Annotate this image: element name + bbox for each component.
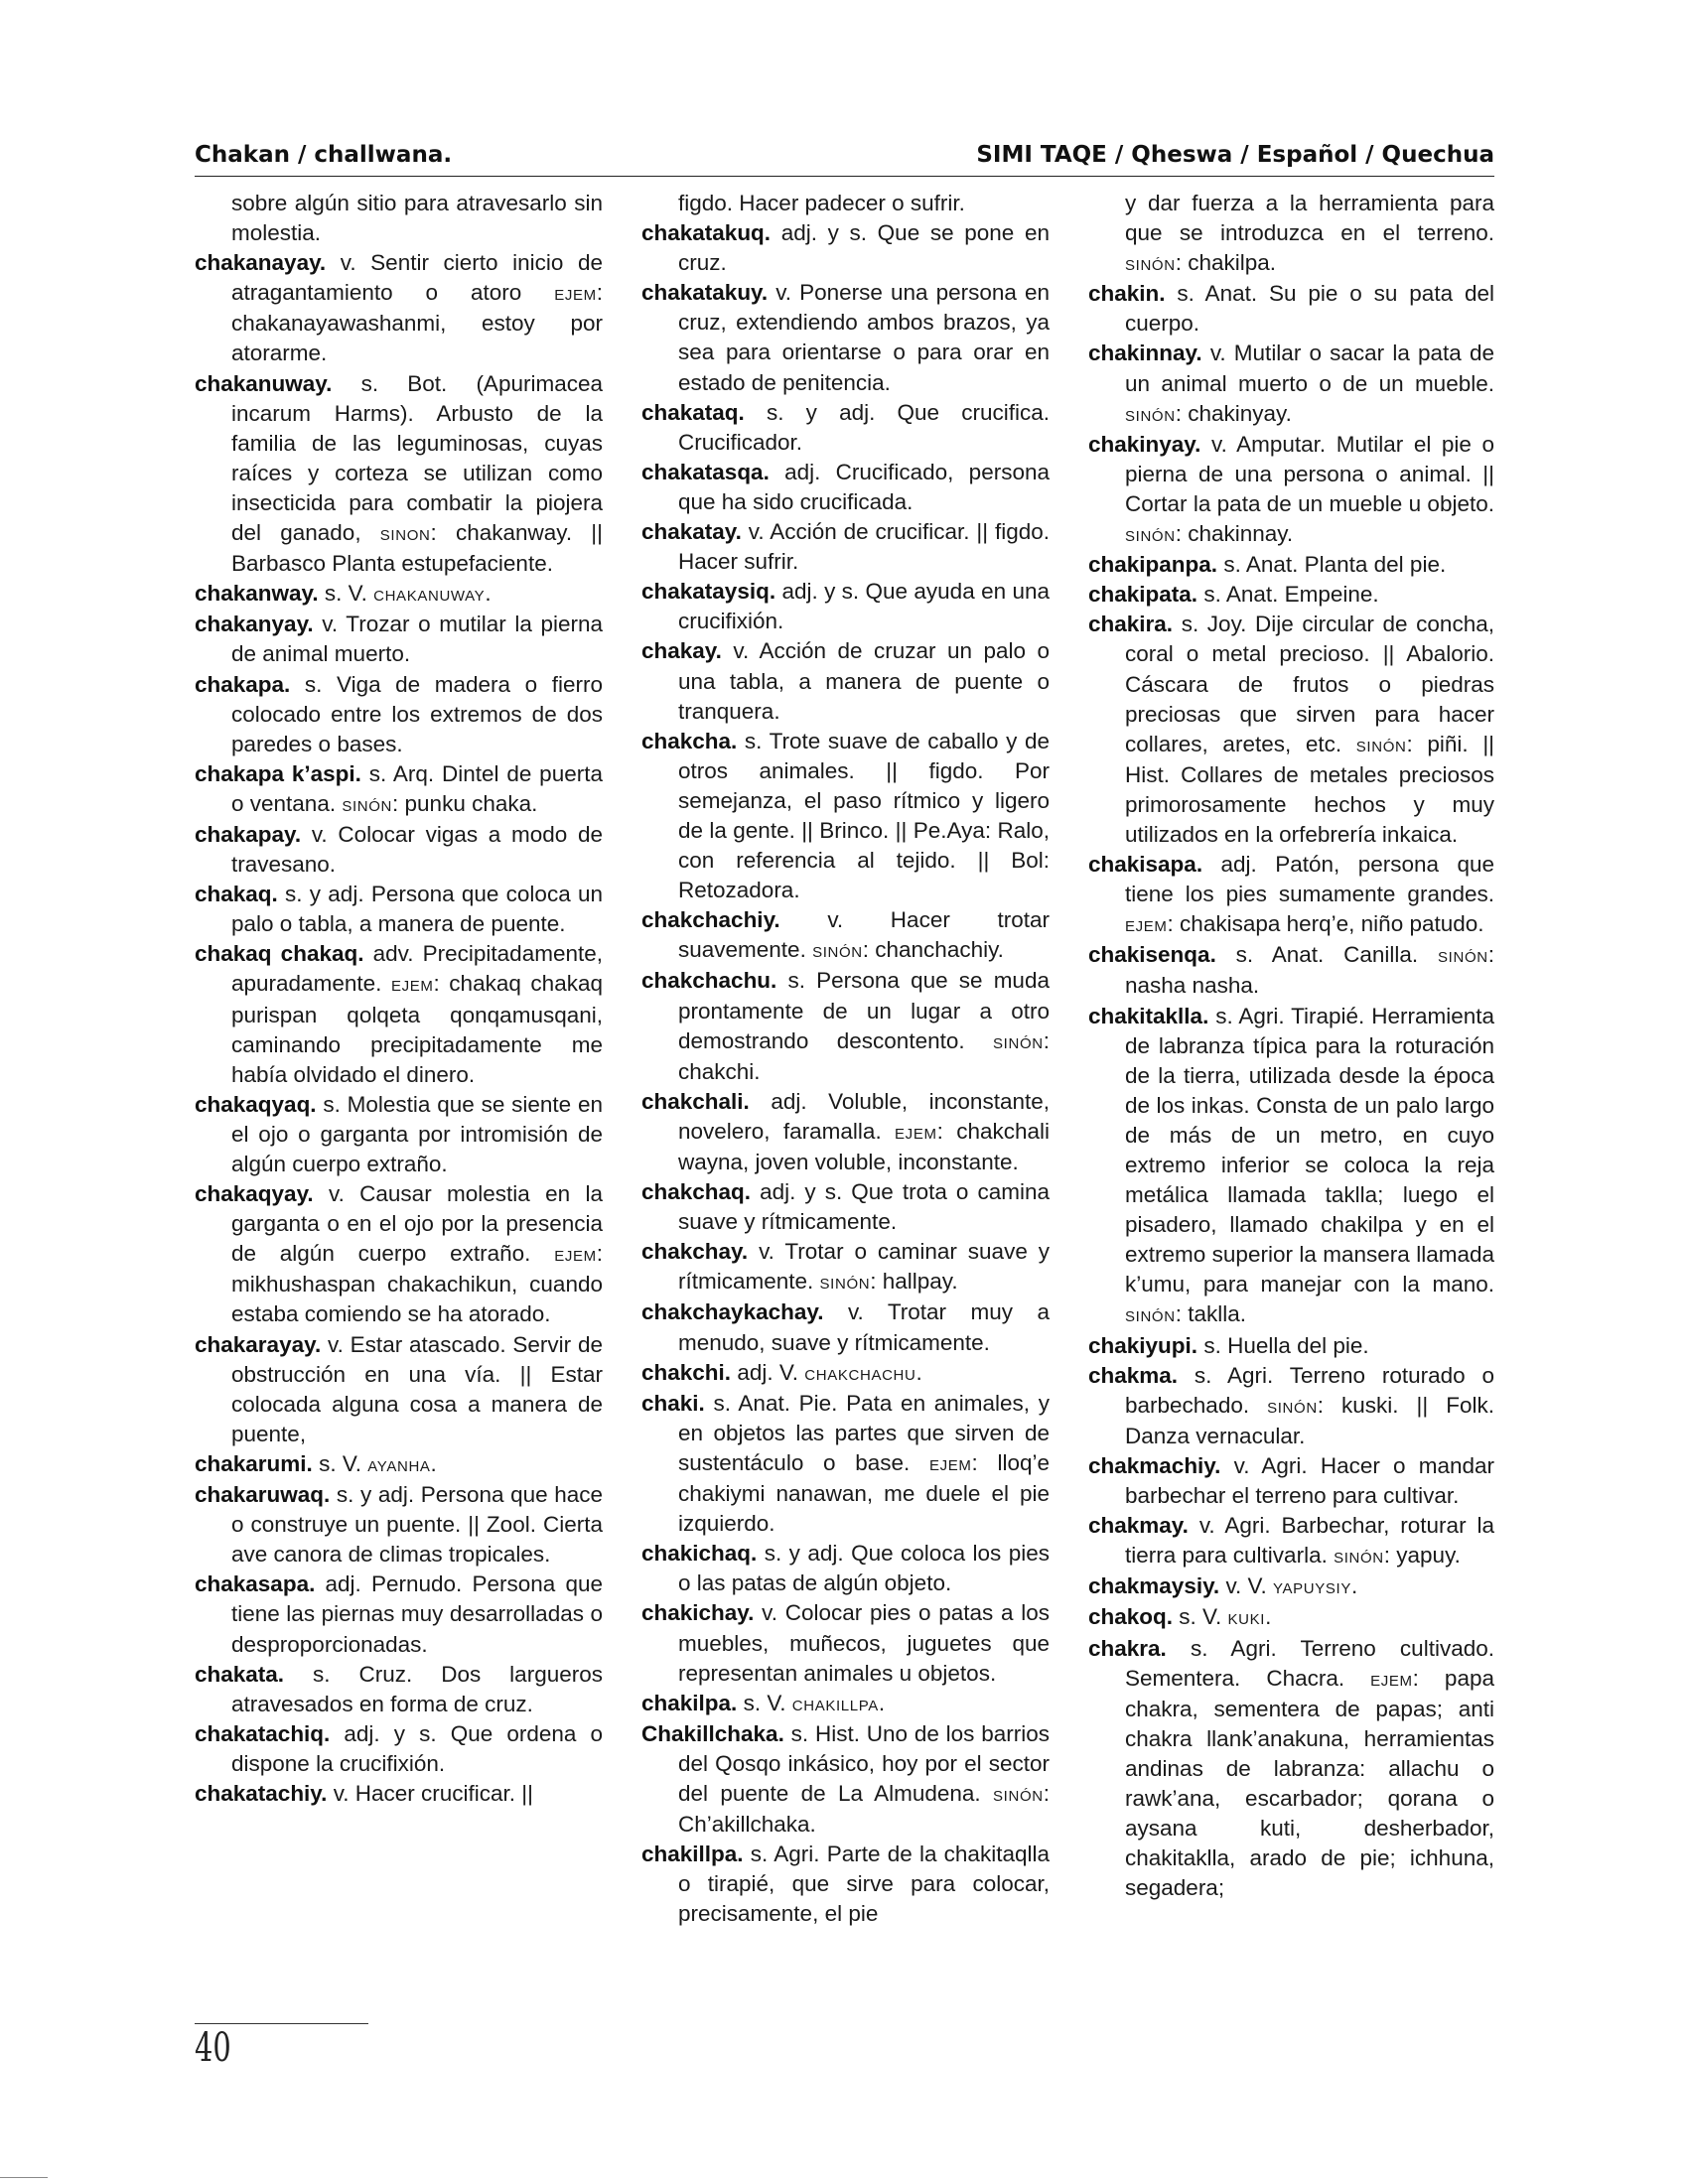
- definition: s. Bot. (Apurimacea incarum Harms). Arbusto de la familia de las leguminosas, cuyas raíces y corteza se utilizan como insecticida para combatir la piojera del ganado, sinon: chakanway. || Barbasco Planta estupefaciente.: [231, 370, 603, 577]
- headword: chaki.: [641, 1390, 705, 1416]
- headword: chakanuway.: [195, 370, 333, 396]
- definition: s. Anat. Planta del pie.: [1223, 552, 1447, 578]
- dictionary-entry: [195, 1779, 603, 1809]
- headword: chakilpa.: [641, 1690, 738, 1715]
- headword: chakchaq.: [641, 1179, 752, 1205]
- headword: Chakillchaka.: [641, 1720, 784, 1746]
- column-1: [195, 189, 603, 1809]
- headword: chakin.: [1088, 281, 1166, 307]
- footer-rule: [195, 2023, 368, 2024]
- crop-mark: [0, 2177, 48, 2178]
- dictionary-entry: [641, 1358, 1050, 1389]
- definition: s. Anat. Su pie o su pata del cuerpo.: [1125, 281, 1494, 337]
- definition: adj. V. chakchachu.: [737, 1359, 922, 1385]
- definition: v. Hacer crucificar. ||: [333, 1780, 534, 1806]
- dictionary-entry: [641, 577, 1050, 636]
- running-header-left: Chakan / challwana.: [195, 142, 453, 168]
- headword: chakipanpa.: [1088, 552, 1218, 578]
- definition: v. Trozar o mutilar la pierna de animal muerto.: [231, 612, 603, 667]
- definition: v. Trotar o caminar suave y rítmicamente. sinón: hallpay.: [678, 1239, 1050, 1295]
- dictionary-entry: [1088, 610, 1494, 850]
- dictionary-entry: [1088, 940, 1494, 1001]
- dictionary-entry: [641, 218, 1050, 278]
- dictionary-entry: [195, 579, 603, 610]
- headword: chakaqyaq.: [195, 1091, 317, 1117]
- dictionary-entry: [641, 278, 1050, 397]
- headword: chakmachiy.: [1088, 1452, 1221, 1478]
- definition: s. y adj. Persona que hace o construye un puente. || Zool. Cierta ave canora de climas tropicales.: [231, 1482, 603, 1568]
- headword: chakaq chakaq.: [195, 941, 364, 967]
- definition: s. Anat. Empeine.: [1203, 582, 1379, 608]
- headword: chakira.: [1088, 612, 1174, 637]
- running-header-right: SIMI TAQE / Qheswa / Español / Quechua: [976, 142, 1494, 168]
- headword: chakiyupi.: [1088, 1332, 1198, 1358]
- definition: adj. Patón, persona que tiene los pies sumamente grandes. ejem: chakisapa herq’e, niño patudo.: [1125, 852, 1494, 937]
- dictionary-entry: [641, 1389, 1050, 1539]
- dictionary-entry: [1088, 1634, 1494, 1904]
- dictionary-entry: [641, 727, 1050, 906]
- dictionary-entry: [641, 966, 1050, 1086]
- headword: chakanayay.: [195, 250, 327, 276]
- dictionary-entry: [195, 1570, 603, 1659]
- definition: s. Anat. Canilla. sinón: nasha nasha.: [1125, 942, 1494, 999]
- definition: v. V. yapuysiy.: [1225, 1573, 1358, 1599]
- definition: s. V. chakanuway.: [324, 581, 492, 607]
- dictionary-entry: [195, 1449, 603, 1480]
- definition: s. Huella del pie.: [1203, 1332, 1369, 1358]
- headword: chakitaklla.: [1088, 1003, 1209, 1028]
- headword: chakatachiq.: [195, 1720, 331, 1746]
- dictionary-entry: [641, 398, 1050, 458]
- definition: v. Causar molestia en la garganta o en el ojo por la presencia de algún cuerpo extraño. ejem: mikhushaspan chakachikun, cuando estaba comiendo se ha atorado.: [231, 1181, 603, 1327]
- headword: chakataysiq.: [641, 579, 776, 605]
- dictionary-entry: [195, 610, 603, 669]
- headword: chakmaysiy.: [1088, 1573, 1220, 1599]
- definition: s. Agri. Tirapié. Herramienta de labranza típica para la roturación de la tierra, utilizada desde la época de los inkas. Consta de un palo largo de más de un metro, en cuyo extremo inferior se coloca la reja metálica llamada taklla; luego el pisadero, llamado chakilpa y en el extremo superior la mansera llamada k’umu, para manejar con la mano. sinón: taklla.: [1125, 1003, 1494, 1327]
- dictionary-entry: [1088, 1361, 1494, 1451]
- dictionary-entry: [195, 248, 603, 368]
- definition: v. Estar atascado. Servir de obstrucción en una vía. || Estar colocada alguna cosa a manera de puente,: [231, 1331, 603, 1446]
- definition: s. Agri. Terreno cultivado. Sementera. Chacra. ejem: papa chakra, sementera de papas; anti chakra llank’anakuna, herramientas andinas de labranza: allachu o rawk’ana, escarbador; qorana o aysana kuti, desherbador, chakitaklla, arado de pie; ichhuna, segadera;: [1125, 1635, 1494, 1901]
- headword: chakatasqa.: [641, 459, 770, 484]
- dictionary-entry: [641, 636, 1050, 726]
- definition: s. y adj. Que crucifica. Crucificador.: [678, 399, 1050, 455]
- definition: s. Trote suave de caballo y de otros animales. || figdo. Por semejanza, el paso rítmico y ligero de la gente. || Brinco. || Pe.Aya: Ralo, con referencia al tejido. || Bol: Retozadora.: [678, 728, 1050, 903]
- definition: adj. Crucificado, persona que ha sido crucificada.: [678, 459, 1050, 514]
- dictionary-entry: [1088, 850, 1494, 940]
- headword: chakapa k’aspi.: [195, 760, 361, 786]
- definition: s. Agri. Parte de la chakitaqlla o tirapié, que sirve para colocar, precisamente, el pie: [678, 1842, 1050, 1927]
- headword: chakataq.: [641, 399, 745, 425]
- dictionary-entry: [1088, 1571, 1494, 1602]
- dictionary-entry: [195, 1719, 603, 1779]
- headword: chakaq.: [195, 882, 278, 907]
- dictionary-entry: [1088, 580, 1494, 610]
- headword: chakatakuq.: [641, 220, 772, 246]
- definition: v. Mutilar o sacar la pata de un animal muerto o de un mueble. sinón: chakinyay.: [1125, 341, 1494, 426]
- definition: v. Sentir cierto inicio de atragantamiento o atoro ejem: chakanayawashanmi, estoy por atorarme.: [231, 250, 603, 366]
- definition: v. Colocar pies o patas a los muebles, muñecos, juguetes que representan animales u objetos.: [678, 1600, 1050, 1686]
- dictionary-entry: [195, 1090, 603, 1179]
- definition: adj. Pernudo. Persona que tiene las piernas muy desarrolladas o desproporcionadas.: [231, 1571, 603, 1657]
- dictionary-entry: [195, 820, 603, 880]
- definition: s. Anat. Pie. Pata en animales, y en objetos las partes que sirven de sustentáculo o base. ejem: lloq’e chakiymi nanawan, me duele el pie izquierdo.: [678, 1390, 1050, 1537]
- dictionary-entry: [641, 1237, 1050, 1297]
- dictionary-entry: [641, 517, 1050, 577]
- definition: s. Joy. Dije circular de concha, coral o metal precioso. || Abalorio. Cáscara de frutos o piedras preciosas que sirven para hacer collares, aretes, etc. sinón: piñi. || Hist. Collares de metales preciosos primorosamente hechos y muy utilizados en la orfebrería inkaica.: [1125, 612, 1495, 847]
- headword: chakchi.: [641, 1359, 732, 1385]
- definition: v. Ponerse una persona en cruz, extendiendo ambos brazos, ya sea para orientarse o para orar en estado de penitencia.: [678, 280, 1050, 395]
- definition: s. Persona que se muda prontamente de un lugar a otro demostrando descontento. sinón: chakchi.: [678, 968, 1050, 1084]
- headword: chakchaykachay.: [641, 1299, 824, 1325]
- headword: chakma.: [1088, 1362, 1179, 1388]
- dictionary-entry: [641, 1087, 1050, 1177]
- headword: chakanway.: [195, 581, 319, 607]
- definition: s. Viga de madera o fierro colocado entre los extremos de dos paredes o bases.: [231, 671, 603, 756]
- entry-continuation: figdo. Hacer padecer o sufrir.: [678, 191, 965, 215]
- headword: chakra.: [1088, 1635, 1167, 1661]
- headword: chakanyay.: [195, 612, 314, 637]
- dictionary-entry: [641, 1598, 1050, 1688]
- definition: s. Hist. Uno de los barrios del Qosqo inkásico, hoy por el sector del puente de La Almudena. sinón: Ch’akillchaka.: [678, 1720, 1050, 1838]
- dictionary-entry: [641, 1840, 1050, 1929]
- header-rule: [195, 176, 1494, 177]
- definition: v. Colocar vigas a modo de travesano.: [231, 821, 603, 878]
- definition: adj. y s. Que se pone en cruz.: [678, 220, 1050, 276]
- definition: s. V. ayanha.: [319, 1450, 437, 1476]
- headword: chakaqyay.: [195, 1181, 314, 1207]
- definition: v. Amputar. Mutilar el pie o pierna de una persona o animal. || Cortar la pata de un mueble u objeto. sinón: chakinnay.: [1125, 431, 1494, 547]
- definition: s. Cruz. Dos largueros atravesados en forma de cruz.: [231, 1661, 603, 1716]
- headword: chakatay.: [641, 519, 742, 545]
- dictionary-entry: [195, 1179, 603, 1329]
- definition: v. Acción de cruzar un palo o una tabla, a manera de puente o tranquera.: [678, 638, 1050, 724]
- column-3: [1088, 189, 1494, 1903]
- dictionary-entry: [1088, 550, 1494, 580]
- headword: chakapay.: [195, 821, 302, 847]
- dictionary-entry: [641, 1719, 1050, 1840]
- dictionary-entry: [1088, 1451, 1494, 1511]
- definition: v. Hacer trotar suavemente. sinón: chanchachiy.: [678, 907, 1050, 963]
- dictionary-entry: [1088, 1331, 1494, 1361]
- headword: chakasapa.: [195, 1571, 316, 1597]
- dictionary-entry: [195, 939, 603, 1089]
- dictionary-entry: [1088, 1002, 1494, 1331]
- definition: adj. y s. Que ordena o dispone la crucifixión.: [231, 1720, 603, 1776]
- definition: v. Agri. Hacer o mandar barbechar el terreno para cultivar.: [1125, 1452, 1494, 1509]
- headword: chakichaq.: [641, 1541, 758, 1567]
- dictionary-entry: [641, 458, 1050, 517]
- dictionary-entry: [1088, 279, 1494, 339]
- headword: chakarayay.: [195, 1331, 322, 1357]
- definition: s. V. chakillpa.: [743, 1690, 886, 1715]
- dictionary-entry: [641, 1177, 1050, 1237]
- entry-continuation: sobre algún sitio para atravesarlo sin molestia.: [231, 191, 603, 246]
- headword: chakatachiy.: [195, 1780, 328, 1806]
- headword: chakcha.: [641, 728, 738, 753]
- dictionary-entry: [195, 1330, 603, 1449]
- definition: s. y adj. Persona que coloca un palo o tabla, a manera de puente.: [231, 882, 603, 937]
- dictionary-entry: [195, 369, 603, 580]
- definition: adj. y s. Que trota o camina suave y rítmicamente.: [678, 1179, 1050, 1235]
- entry-continuation: y dar fuerza a la herramienta para que se introduzca en el terreno. sinón: chakilpa.: [1125, 191, 1494, 276]
- headword: chakmay.: [1088, 1513, 1189, 1539]
- definition: v. Trotar muy a menudo, suave y rítmicamente.: [678, 1299, 1050, 1355]
- headword: chakarumi.: [195, 1450, 313, 1476]
- headword: chakay.: [641, 638, 722, 664]
- definition: adv. Precipitadamente, apuradamente. ejem: chakaq chakaq purispan qolqeta qonqamusqani, caminando precipitadamente me había olvidado el dinero.: [231, 941, 603, 1087]
- column-2: [641, 189, 1050, 1929]
- headword: chakichay.: [641, 1600, 755, 1626]
- headword: chakapa.: [195, 671, 291, 697]
- dictionary-entry: [195, 670, 603, 759]
- dictionary-entry: [195, 880, 603, 939]
- dictionary-entry: [641, 905, 1050, 966]
- headword: chakatakuy.: [641, 280, 769, 306]
- headword: chakaruwaq.: [195, 1482, 331, 1508]
- headword: chakipata.: [1088, 582, 1198, 608]
- definition: s. V. kuki.: [1179, 1604, 1272, 1630]
- definition: s. Molestia que se siente en el ojo o garganta por intromisión de algún cuerpo extraño.: [231, 1091, 603, 1176]
- definition: s. Agri. Terreno roturado o barbechado. sinón: kuski. || Folk. Danza vernacular.: [1125, 1362, 1495, 1448]
- dictionary-entry: [1088, 339, 1494, 429]
- headword: chakoq.: [1088, 1604, 1174, 1630]
- dictionary-entry: [1088, 1602, 1494, 1633]
- headword: chakisapa.: [1088, 852, 1203, 878]
- headword: chakillpa.: [641, 1842, 744, 1867]
- headword: chakinnay.: [1088, 341, 1202, 366]
- definition: s. Arq. Dintel de puerta o ventana. sinón: punku chaka.: [231, 760, 603, 816]
- dictionary-entry: [1088, 1511, 1494, 1571]
- definition: s. y adj. Que coloca los pies o las patas de algún objeto.: [678, 1541, 1050, 1596]
- definition: adj. y s. Que ayuda en una crucifixión.: [678, 579, 1050, 634]
- dictionary-entry: [195, 759, 603, 820]
- headword: chakchachiy.: [641, 907, 780, 933]
- headword: chakinyay.: [1088, 431, 1201, 457]
- page-number: 40: [195, 2025, 231, 2071]
- definition: v. Acción de crucificar. || figdo. Hacer sufrir.: [678, 519, 1050, 575]
- headword: chakchachu.: [641, 968, 777, 994]
- headword: chakisenqa.: [1088, 942, 1216, 968]
- headword: chakchay.: [641, 1239, 749, 1265]
- definition: v. Agri. Barbechar, roturar la tierra para cultivarla. sinón: yapuy.: [1125, 1513, 1494, 1569]
- dictionary-entry: [195, 1480, 603, 1570]
- dictionary-entry: [1088, 430, 1494, 550]
- headword: chakchali.: [641, 1088, 750, 1114]
- dictionary-entry: [195, 1660, 603, 1719]
- dictionary-entry: [641, 1297, 1050, 1357]
- dictionary-entry: [641, 1689, 1050, 1719]
- headword: chakata.: [195, 1661, 285, 1687]
- dictionary-entry: [641, 1539, 1050, 1598]
- definition: adj. Voluble, inconstante, novelero, faramalla. ejem: chakchali wayna, joven voluble, inconstante.: [678, 1088, 1050, 1174]
